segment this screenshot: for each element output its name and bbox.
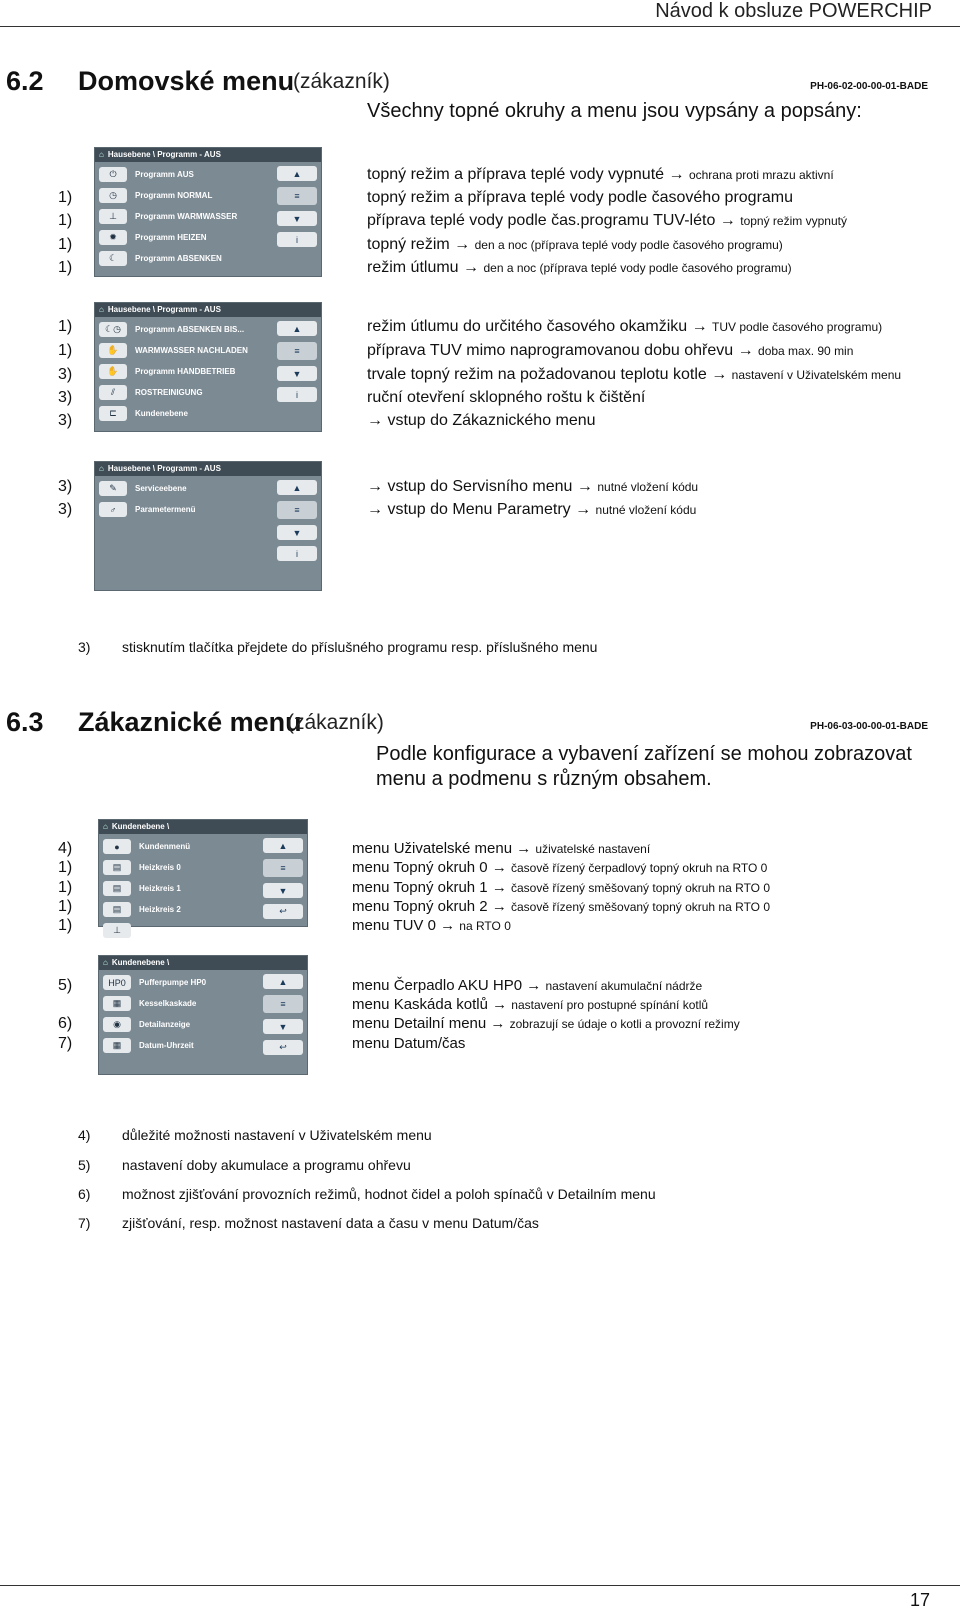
screen-menu-list [103,838,259,943]
footnote-text: možnost zjišťování provozních režimů, hodnot čidel a poloh spínačů v Detailním menu [122,1186,656,1202]
controller-screen [94,302,322,432]
screen-menu-item[interactable] [103,838,259,855]
tree-icon: ⊏ [99,406,127,421]
row-description [367,342,853,360]
screen-menu-item[interactable] [103,859,259,876]
screen-menu-label: Warmwasser 0 [139,926,195,935]
row-number: 1) [58,879,73,896]
screen-menu-label: Kundenmenü [139,842,191,851]
row-detail-text: časově řízený směšovaný topný okruh na RTO 0 [511,881,771,895]
list-view-button[interactable]: ≡ [263,995,303,1013]
screen-title-bar [95,148,321,162]
screen-menu-item[interactable] [103,880,259,897]
list-view-button[interactable]: ≡ [277,501,317,519]
screen-menu-label: Programm HANDBETRIEB [135,367,236,376]
row-number: 7) [58,1035,73,1052]
scroll-down-button[interactable]: ▼ [277,366,317,381]
arrow-icon: → [487,879,511,896]
row-main-text: menu Kaskáda kotlů [352,996,488,1013]
screen-menu-label: Datum-Uhrzeit [139,1041,194,1050]
info-button[interactable]: i [277,387,317,402]
screen-title-bar [99,820,307,834]
screen-menu-item[interactable] [99,480,273,497]
row-detail-text: nastavení pro postupné spínání kotlů [511,998,709,1012]
row-main-text: režim útlumu [367,259,459,276]
screen-menu-label: Programm HEIZEN [135,233,207,242]
screen-menu-item[interactable] [103,901,259,918]
arrow-icon: → [487,898,511,915]
back-button[interactable]: ↩ [263,904,303,919]
footnote [78,639,597,655]
info-button[interactable]: i [277,232,317,247]
screen-nav-buttons [277,166,317,253]
row-main-text: příprava TUV mimo naprogramovanou dobu ohřevu [367,342,734,359]
sun-icon: ✹ [99,230,127,245]
row-detail-text: nutné vložení kódu [597,480,699,494]
screen-menu-item[interactable] [99,208,273,225]
controller-screen [94,147,322,277]
row-description [352,977,702,994]
row-main-text: trvale topný režim na požadovanou teplotu kotle [367,366,707,383]
row-number: 1) [58,236,73,253]
screen-breadcrumb: Hausebene \ Programm - AUS [107,464,221,473]
row-description [367,366,901,384]
screen-menu-item[interactable] [99,166,273,183]
row-description [352,898,770,915]
row-number: 5) [58,977,73,994]
screen-menu-list [99,480,273,522]
screen-menu-label: Kesselkaskade [139,999,197,1008]
hand-tap-icon: ✋ [99,343,127,358]
screen-menu-item[interactable] [103,995,259,1012]
screen-menu-label: Heizkreis 1 [139,884,181,893]
document-code: PH-06-02-00-00-01-BADE [810,81,928,92]
arrow-icon: → [512,840,536,857]
row-main-text: topný režim [367,236,450,253]
arrow-icon: → [570,501,596,518]
footnote-number: 4) [78,1127,91,1143]
controller-screen [94,461,322,591]
scroll-up-button[interactable]: ▲ [277,321,317,336]
row-description [367,236,783,254]
screen-menu-item[interactable] [99,187,273,204]
heating-icon: ▤ [103,860,131,875]
scroll-up-button[interactable]: ▲ [277,480,317,495]
power-icon: ⏻ [99,167,127,182]
home-icon[interactable]: ⌂ [99,150,104,159]
row-detail-text: časově řízený čerpadlový topný okruh na RTO 0 [511,861,768,875]
row-main-text: menu Uživatelské menu [352,840,513,857]
screen-title-bar [95,303,321,317]
row-number: 1) [58,318,73,335]
screen-menu-label: Pufferpumpe HP0 [139,978,207,987]
screen-menu-item[interactable] [103,974,259,991]
arrow-icon: → [486,1015,510,1032]
screen-menu-label: Kundenebene [135,409,188,418]
screen-menu-item[interactable] [99,342,273,359]
row-number: 1) [58,859,73,876]
screen-menu-item[interactable] [99,363,273,380]
screen-breadcrumb: Hausebene \ Programm - AUS [107,150,221,159]
row-description [367,212,847,230]
screen-menu-label: Programm NORMAL [135,191,213,200]
screen-menu-item[interactable] [103,922,259,939]
footnote-number: 7) [78,1215,91,1231]
eye-icon: ◉ [103,1017,131,1032]
list-view-button[interactable]: ≡ [277,187,317,205]
row-main-text: příprava teplé vody podle čas.programu TUV-léto [367,212,716,229]
arrow-icon: → [487,996,512,1013]
screen-breadcrumb: Kundenebene \ [111,958,170,967]
row-number: 1) [58,189,73,206]
row-number: 4) [58,840,73,857]
arrow-icon: → [367,501,388,518]
footnote [78,1127,432,1143]
row-description [367,412,596,430]
row-main-text: menu Datum/čas [352,1035,466,1052]
row-number: 3) [58,389,73,406]
row-main-text: menu Detailní menu [352,1015,487,1032]
screen-menu-item[interactable] [99,501,273,518]
row-number: 3) [58,366,73,383]
row-number: 1) [58,898,73,915]
scroll-down-button[interactable]: ▼ [277,211,317,226]
home-icon[interactable]: ⌂ [99,305,104,314]
row-detail-text: TUV podle časového programu) [712,320,883,334]
row-main-text: menu Topný okruh 2 [352,898,488,915]
footnote-number: 5) [78,1157,91,1173]
screen-nav-buttons [277,480,317,567]
row-main-text: vstup do Zákaznického menu [387,412,596,429]
footnote-text: nastavení doby akumulace a programu ohřevu [122,1157,411,1173]
section-intro-line2: menu a podmenu s různým obsahem. [376,768,712,790]
footnote-number: 3) [78,639,91,655]
screen-menu-list [99,166,273,271]
footnote-text: důležité možnosti nastavení v Uživatelském menu [122,1127,432,1143]
scroll-up-button[interactable]: ▲ [277,166,317,181]
screen-menu-item[interactable] [99,229,273,246]
header-divider [0,26,960,27]
footnote-text: zjišťování, resp. možnost nastavení data a času v menu Datum/čas [122,1215,539,1231]
arrow-icon: → [367,478,388,495]
screen-menu-label: Heizkreis 2 [139,905,181,914]
row-main-text: menu Topný okruh 1 [352,879,488,896]
screen-menu-item[interactable] [99,250,273,267]
arrow-icon: → [706,366,732,383]
heating-icon: ▤ [103,902,131,917]
screen-menu-label: Heizkreis 0 [139,863,181,872]
screen-menu-label: WARMWASSER NACHLADEN [135,346,248,355]
page-number: 17 [909,1590,930,1610]
row-detail-text: na RTO 0 [459,919,511,933]
hp0-icon: HP0 [103,975,131,990]
water-icon: ⊥ [103,923,131,938]
tap-icon: ⊥ [99,209,127,224]
row-detail-text: doba max. 90 min [758,344,854,358]
row-detail-text: den a noc (příprava teplé vody podle časového programu) [474,238,783,252]
row-detail-text: topný režim vypnutý [740,214,847,228]
arrow-icon: → [664,166,689,183]
row-detail-text: nastavení akumulační nádrže [545,979,703,993]
controller-screen [98,819,308,935]
section-number: 6.3 [6,707,44,737]
section-subtitle: (zákazník) [287,711,384,734]
footer-divider [0,1585,960,1586]
home-icon[interactable]: ⌂ [103,958,108,967]
screen-menu-list [103,974,259,1058]
screen-nav-buttons [263,838,303,925]
screen-menu-label: Programm ABSENKEN [135,254,222,263]
scroll-down-button[interactable]: ▼ [277,525,317,540]
screen-menu-label: ROSTREINIGUNG [135,388,203,397]
row-description [367,259,792,277]
row-detail-text: zobrazují se údaje o kotli a provozní režimy [509,1017,740,1031]
arrow-icon: → [733,342,759,359]
cascade-icon: ▦ [103,996,131,1011]
screen-menu-list [99,321,273,426]
row-main-text: vstup do Servisního menu [387,478,573,495]
arrow-icon: → [687,318,713,335]
row-number: 1) [58,212,73,229]
row-detail-text: nastavení v Uživatelském menu [731,368,902,382]
screen-breadcrumb: Hausebene \ Programm - AUS [107,305,221,314]
user-icon: ● [103,839,131,854]
clock-icon: ◷ [99,188,127,203]
footnote [78,1215,539,1231]
arrow-icon: → [458,259,484,276]
scroll-up-button[interactable]: ▲ [263,838,303,853]
scroll-down-button[interactable]: ▼ [263,1019,303,1034]
row-number: 3) [58,478,73,495]
calendar-icon: ▦ [103,1038,131,1053]
home-icon[interactable]: ⌂ [103,822,108,831]
scroll-up-button[interactable]: ▲ [263,974,303,989]
back-button[interactable]: ↩ [263,1040,303,1055]
screen-nav-buttons [263,974,303,1061]
row-description [352,917,511,934]
row-description [367,389,645,407]
arrow-icon: → [715,212,741,229]
hand-icon: ✋ [99,364,127,379]
screen-menu-label: Programm AUS [135,170,194,179]
row-number: 3) [58,501,73,518]
footnote-text: stisknutím tlačítka přejdete do příslušného programu resp. příslušného menu [122,639,598,655]
screen-title-bar [99,956,307,970]
row-main-text: menu TUV 0 [352,917,436,934]
row-main-text: menu Topný okruh 0 [352,859,488,876]
row-number: 3) [58,412,73,429]
moon-icon: ☾ [99,251,127,266]
row-number: 1) [58,342,73,359]
list-view-button[interactable]: ≡ [277,342,317,360]
heating-icon: ▤ [103,881,131,896]
screen-menu-label: Detailanzeige [139,1020,191,1029]
wrench-icon: ✎ [99,481,127,496]
gender-icon: ♂ [99,502,127,517]
row-description [367,501,696,519]
footnote-number: 6) [78,1186,91,1202]
screen-menu-item[interactable] [99,384,273,401]
section-title: Zákaznické menu [78,707,302,737]
row-number: 1) [58,917,73,934]
row-main-text: vstup do Menu Parametry [387,501,571,518]
row-number: 1) [58,259,73,276]
arrow-icon: → [522,977,546,994]
controller-screen [98,955,308,1075]
home-icon[interactable]: ⌂ [99,464,104,473]
row-detail-text: nutné vložení kódu [595,503,697,517]
row-description [352,859,767,876]
screen-menu-item[interactable] [103,1037,259,1054]
row-detail-text: uživatelské nastavení [535,842,651,856]
row-description [367,189,793,207]
screen-menu-label: Parametermenü [135,505,196,514]
row-detail-text: den a noc (příprava teplé vody podle časového programu) [483,261,792,275]
row-main-text: ruční otevření sklopného roštu k čištění [367,389,646,406]
screen-breadcrumb: Kundenebene \ [111,822,170,831]
arrow-icon: → [487,859,511,876]
row-description [352,1035,465,1052]
document-header-title: Návod k obsluze POWERCHIP [655,0,932,22]
row-description [367,478,698,496]
row-main-text: menu Čerpadlo AKU HP0 [352,977,523,994]
grate-icon: ⫽ [99,385,127,400]
screen-title-bar [95,462,321,476]
section-intro: Všechny topné okruhy a menu jsou vypsány a popsány: [367,100,862,122]
screen-menu-item[interactable] [103,1016,259,1033]
screen-menu-label: Programm ABSENKEN BIS... [135,325,245,334]
screen-menu-label: Programm WARMWASSER [135,212,238,221]
row-description [352,879,770,896]
info-button[interactable]: i [277,546,317,561]
arrow-icon: → [449,236,475,253]
row-description [352,996,708,1013]
section-number: 6.2 [6,66,44,96]
row-description [367,166,834,184]
screen-nav-buttons [277,321,317,408]
footnote [78,1157,411,1173]
document-code: PH-06-03-00-00-01-BADE [810,721,928,732]
list-view-button[interactable]: ≡ [263,859,303,877]
moon-clock-icon: ☾◷ [99,322,127,337]
section-subtitle: (zákazník) [293,70,390,93]
row-main-text: režim útlumu do určitého časového okamžiku [367,318,688,335]
arrow-icon: → [435,917,460,934]
screen-menu-item[interactable] [99,321,273,338]
row-main-text: topný režim a příprava teplé vody podle časového programu [367,189,794,206]
section-title: Domovské menu [78,66,295,96]
arrow-icon: → [367,412,388,429]
row-description [367,318,882,336]
row-number: 6) [58,1015,73,1032]
section-intro: Podle konfigurace a vybavení zařízení se mohou zobrazovat [376,743,912,765]
row-description [352,1015,740,1032]
row-main-text: topný režim a příprava teplé vody vypnuté [367,166,665,183]
screen-menu-label: Serviceebene [135,484,187,493]
footnote [78,1186,656,1202]
row-description [352,840,650,857]
scroll-down-button[interactable]: ▼ [263,883,303,898]
row-detail-text: časově řízený směšovaný topný okruh na RTO 0 [511,900,771,914]
arrow-icon: → [572,478,598,495]
screen-menu-item[interactable] [99,405,273,422]
row-detail-text: ochrana proti mrazu aktivní [688,168,834,182]
